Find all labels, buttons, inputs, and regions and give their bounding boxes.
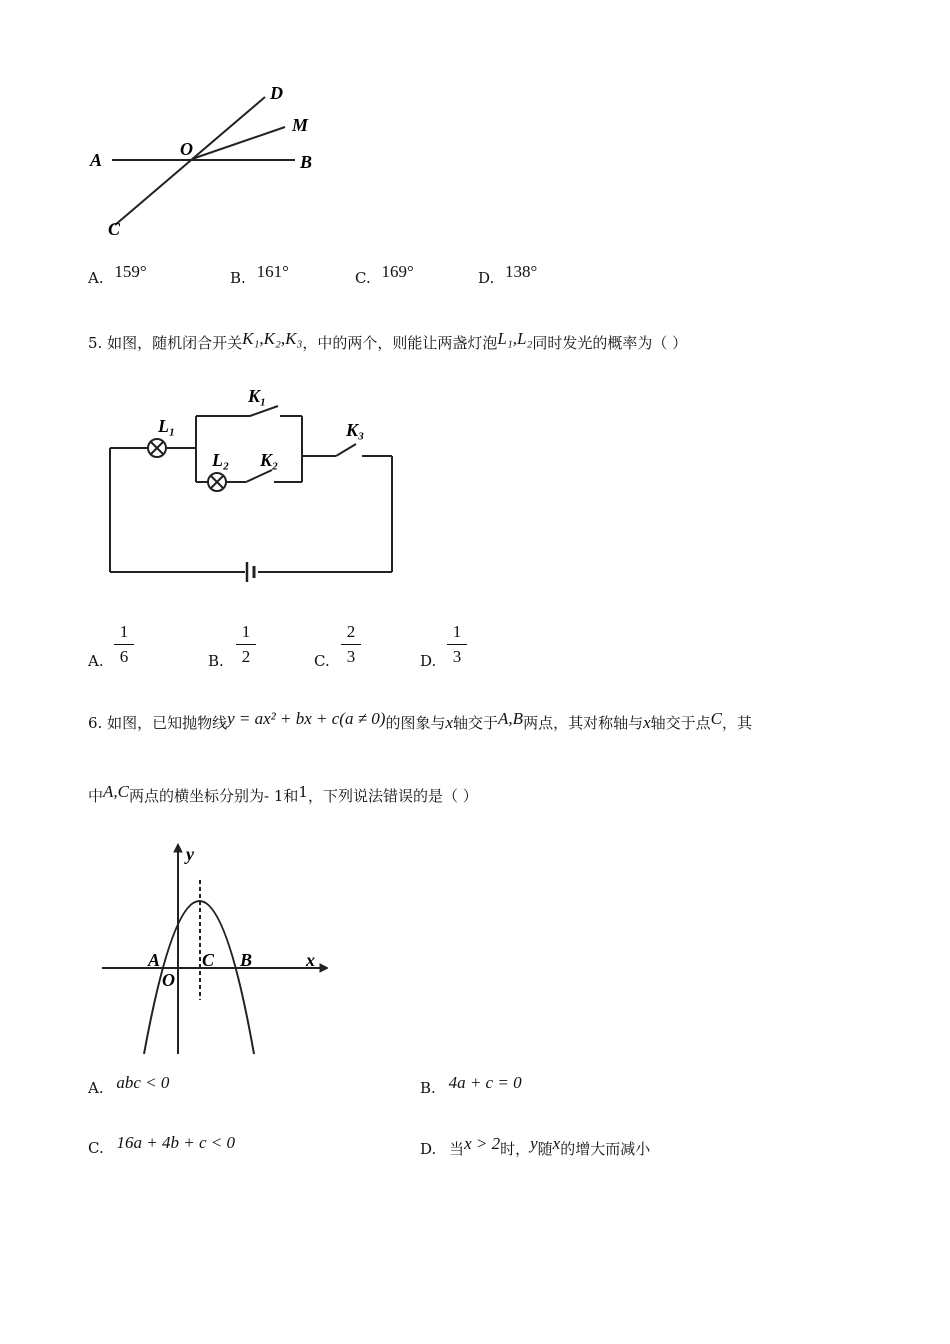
q4-option-d[interactable]	[478, 262, 538, 288]
q6-equation: y = ax² + bx + c(a ≠ 0)	[227, 709, 386, 728]
label-l2: L₂	[212, 450, 230, 470]
q6-text: 如图，已知抛物线	[107, 714, 228, 732]
option-letter: B.	[420, 1079, 436, 1097]
q4-option-b[interactable]	[230, 262, 289, 288]
option-y: y	[530, 1134, 538, 1153]
q6-ab: A,B	[498, 709, 524, 728]
q5-text-1: 如图，随机闭合开关	[107, 334, 243, 352]
option-letter: A.	[88, 1079, 104, 1097]
label-x: x	[306, 950, 315, 970]
q5-option-c[interactable]	[314, 652, 330, 670]
ray-om	[192, 127, 285, 159]
q5-question	[88, 329, 688, 353]
option-letter: A.	[88, 269, 104, 287]
label-c: C	[202, 950, 215, 970]
q6-text: 轴交于	[453, 714, 499, 732]
label-k1: K₁	[248, 386, 267, 406]
q5-option-b[interactable]	[208, 652, 224, 670]
q6-option-a[interactable]	[88, 1073, 170, 1098]
label-o: O	[162, 970, 175, 990]
label-a: A	[148, 950, 161, 970]
q6-number: 6.	[88, 714, 103, 732]
label-l1: L₁	[158, 416, 176, 436]
q6-option-d[interactable]	[420, 1134, 651, 1159]
numerator: 1	[119, 622, 129, 641]
parabola-figure	[98, 840, 328, 1060]
option-letter: B.	[230, 269, 246, 287]
label-b: B	[300, 152, 313, 172]
option-condition: x > 2	[464, 1134, 501, 1153]
option-value: 16a + 4b + c < 0	[116, 1133, 235, 1152]
q6-one: 1	[298, 783, 308, 801]
q5-option-d-fraction	[447, 622, 467, 667]
numerator: 1	[452, 622, 462, 641]
denominator: 3	[452, 647, 462, 666]
angle-figure	[80, 75, 340, 245]
label-k3: K₃	[346, 420, 365, 440]
option-value: 169°	[381, 262, 414, 281]
option-letter: D.	[420, 1140, 437, 1158]
denominator: 3	[346, 647, 356, 666]
q6-text: ，其	[722, 714, 753, 732]
q6-option-b[interactable]	[420, 1073, 522, 1098]
option-text: 当	[449, 1140, 465, 1158]
q6-text: 两点的横坐标分别为	[129, 787, 265, 805]
option-letter: C.	[88, 1139, 104, 1157]
option-letter: C.	[314, 652, 330, 670]
option-value: 4a + c = 0	[448, 1073, 522, 1092]
q5-text-2: ，中的两个，则能让两盏灯泡	[302, 334, 498, 352]
q6-text: 的图象与	[385, 714, 446, 732]
q4-option-a[interactable]	[88, 262, 147, 288]
option-value: 159°	[114, 262, 147, 281]
option-letter: D.	[420, 652, 437, 670]
option-letter: C.	[355, 269, 371, 287]
denominator: 6	[119, 647, 129, 666]
option-text: 时，	[500, 1140, 531, 1158]
option-text: 的增大而减小	[560, 1140, 651, 1158]
option-x: x	[552, 1134, 561, 1153]
option-letter: A.	[88, 652, 104, 670]
q6-c: C	[710, 709, 722, 728]
q5-text-3: 同时发光的概率为（ ）	[532, 334, 688, 352]
label-o: O	[180, 139, 193, 159]
q6-text: 和	[283, 787, 299, 805]
q5-option-c-fraction	[341, 622, 361, 667]
option-letter: D.	[478, 269, 495, 287]
option-text: 随	[537, 1140, 553, 1158]
q6-question-line-1	[88, 709, 753, 733]
circuit-figure	[100, 378, 420, 588]
option-letter: B.	[208, 652, 224, 670]
label-m: M	[292, 115, 309, 135]
q5-switches: K₁,K₂,K₃	[242, 329, 303, 348]
q6-x: x	[643, 713, 651, 732]
q5-option-a-fraction	[114, 622, 134, 667]
label-k2: K₂	[260, 450, 279, 470]
q6-neg1: - 1	[264, 787, 284, 805]
q6-x: x	[445, 713, 454, 732]
q6-text: 中	[88, 787, 104, 805]
option-value: 161°	[256, 262, 289, 281]
q5-bulbs: L₁,L₂	[497, 329, 533, 348]
q4-option-c[interactable]	[355, 262, 414, 288]
q6-text: 两点，其对称轴与	[523, 714, 644, 732]
q6-question-line-2	[88, 782, 478, 806]
label-c: C	[108, 219, 121, 239]
q6-text: 轴交于点	[650, 714, 711, 732]
q5-number: 5.	[88, 334, 103, 352]
label-d: D	[270, 83, 283, 103]
q6-text: ，下列说法错误的是（ ）	[307, 787, 478, 805]
q5-option-a[interactable]	[88, 652, 104, 670]
numerator: 2	[346, 622, 356, 641]
label-y: y	[186, 844, 194, 864]
label-a: A	[90, 150, 103, 170]
option-value: abc < 0	[116, 1073, 170, 1092]
numerator: 1	[241, 622, 251, 641]
option-value: 138°	[505, 262, 538, 281]
q6-ac: A,C	[103, 782, 129, 801]
denominator: 2	[241, 647, 251, 666]
label-b: B	[240, 950, 253, 970]
q5-option-d[interactable]	[420, 652, 436, 670]
q6-option-c[interactable]	[88, 1133, 235, 1158]
q5-option-b-fraction	[236, 622, 256, 667]
